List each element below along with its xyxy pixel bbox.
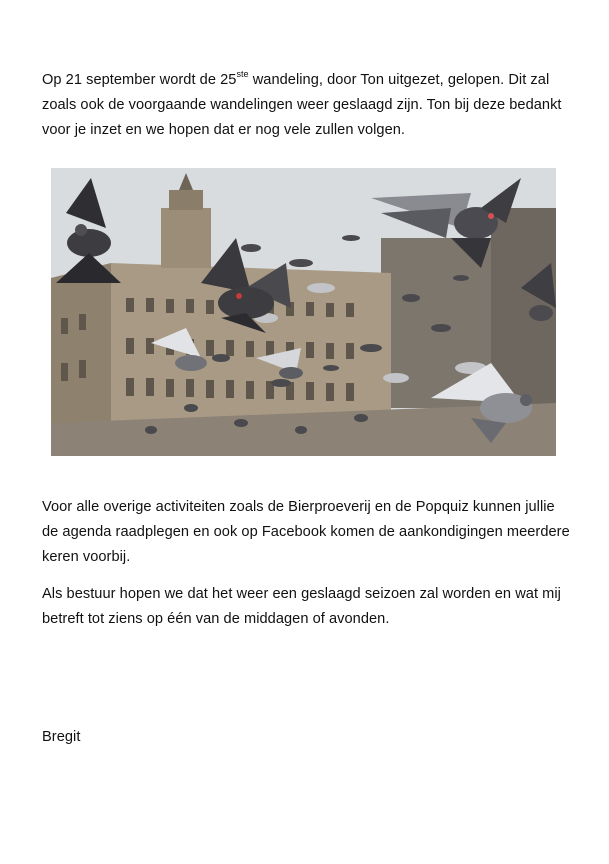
photo-palace-tower	[161, 208, 211, 268]
intro-text-part2: wandeling, door Ton uitgezet, gelopen. Dit zal zoals ook de voorgaande wandelingen weer geslaagd zijn. Ton bij deze bedankt voor je inzet en we hopen dat er nog vele zullen volgen.	[42, 72, 562, 138]
pigeons-photo	[51, 168, 556, 456]
closing-paragraph: Als bestuur hopen we dat het weer een geslaagd seizoen zal worden en wat mij betreft tot ziens op één van de middagen of avonden.	[42, 586, 561, 627]
intro-text-part1: Op 21 september wordt de 25	[42, 72, 237, 88]
photo-tower-cupola	[169, 190, 203, 210]
ordinal-superscript: ste	[236, 69, 249, 80]
activities-paragraph: Voor alle overige activiteiten zoals de Bierproeverij en de Popquiz kunnen jullie de agenda raadplegen en ook op Facebook komen de aankondigingen meerdere keren voorbij.	[42, 499, 570, 565]
pigeons-photo-illustration	[51, 168, 556, 456]
intro-paragraph	[42, 68, 572, 143]
signature: Bregit	[42, 729, 81, 745]
photo-palace-side	[51, 263, 111, 430]
